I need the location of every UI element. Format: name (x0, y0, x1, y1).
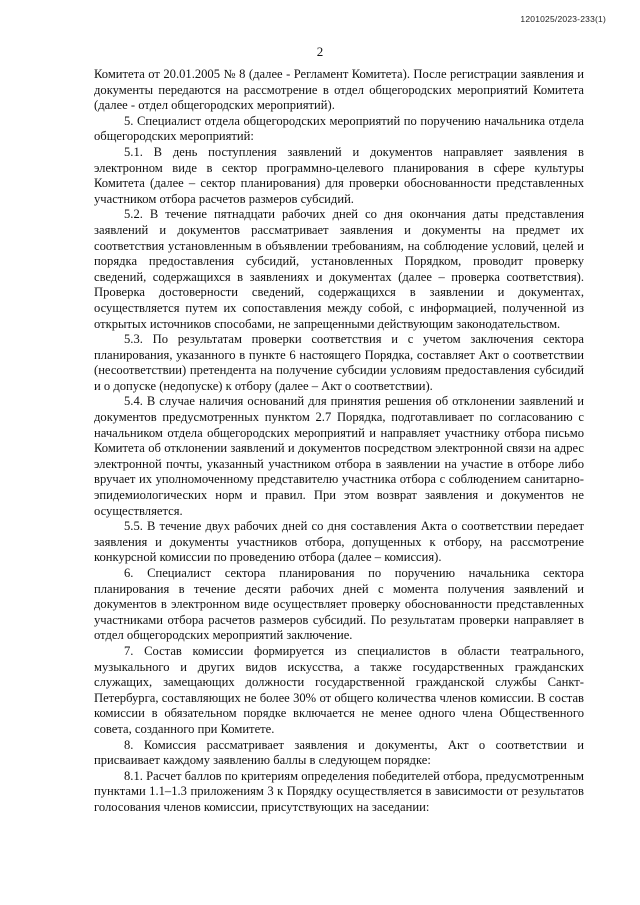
paragraph-item-5-2: 5.2. В течение пятнадцати рабочих дней со дня окончания даты представления заявлений и документов рассматривает заявления и документы на предмет их соответствия установленным в объявлении требованиям, на соблюдение условий, целей и порядка предоставления субсидий, установленных Порядком, проводит проверку сведений, содержащихся в заявлениях и документах (далее – проверка соответствия). Проверка достоверности сведений, содержащихся в заявлении и документах, осуществляется путем их сопоставления между собой, с информацией, полученной из открытых источников способами, не запрещенными действующим законодательством. (94, 207, 584, 331)
paragraph-item-5-1: 5.1. В день поступления заявлений и документов направляет заявления в электронном виде в сектор программно-целевого планирования в сфере культуры Комитета (далее – сектор планирования) для проверки обоснованности представленных участником отбора расчетов размеров субсидий. (94, 144, 584, 206)
paragraph-item-6: 6. Специалист сектора планирования по поручению начальника сектора планирования в течение десяти рабочих дней с момента получения заявлений и документов в электронном виде осуществляет проверку обоснованности представленных участниками отбора расчетов размеров субсидий. По результатам проверки направляет в отдел общегородских мероприятий заключение. (94, 566, 584, 643)
document-body (94, 67, 584, 816)
paragraph-item-7: 7. Состав комиссии формируется из специалистов в области театрального, музыкального и других видов искусства, а также государственных гражданских служащих, замещающих должности государственной гражданской службы Санкт-Петербурга, составляющих не более 30% от общего количества членов комиссии. В состав комиссии в обязательном порядке включается не менее одного члена Общественного совета, созданного при Комитете. (94, 643, 584, 736)
paragraph-item-5-4: 5.4. В случае наличия оснований для принятия решения об отклонении заявлений и документов предусмотренных пунктом 2.7 Порядка, подготавливает по согласованию с начальником отдела общегородских мероприятий и направляет участнику отбора письмо Комитета об отклонении заявлений и документов посредством электронной связи на адрес электронной почты, указанный участником отбора в заявлении на участие в отборе либо вручает их уполномоченному представителю участника отбора с соблюдением санитарно-эпидемиологических норм и правил. При этом возврат заявления и документов не осуществляется. (94, 394, 584, 518)
paragraph-item-8-1: 8.1. Расчет баллов по критериям определения победителей отбора, предусмотренным пунктами 1.1–1.3 приложениям 3 к Порядку осуществляется в зависимости от результатов голосования членов комиссии, присутствующих на заседании: (94, 768, 584, 814)
document-reference-number: 1201025/2023-233(1) (520, 14, 606, 24)
paragraph-item-5-3: 5.3. По результатам проверки соответствия и с учетом заключения сектора планирования, указанного в пункте 6 настоящего Порядка, составляет Акт о соответствии (несоответствии) претендента на получение субсидии условиям предоставления субсидий и о допуске (недопуске) к отбору (далее – Акт о соответствии). (94, 332, 584, 393)
paragraph-item-5-5: 5.5. В течение двух рабочих дней со дня составления Акта о соответствии передает заявления и документы участников отбора, допущенных к отбору, на рассмотрение конкурсной комиссии по проведению отбора (далее – комиссия). (94, 519, 584, 565)
paragraph-item-5: 5. Специалист отдела общегородских мероприятий по поручению начальника отдела общегородских мероприятий: (94, 113, 584, 144)
paragraph-item-8: 8. Комиссия рассматривает заявления и документы, Акт о соответствии и присваивает каждому заявлению баллы в следующем порядке: (94, 737, 584, 768)
paragraph-continuation: Комитета от 20.01.2005 № 8 (далее - Регламент Комитета). После регистрации заявления и документы передаются на рассмотрение в отдел общегородских мероприятий Комитета (далее - отдел общегородских мероприятий). (94, 67, 584, 113)
page-number: 2 (316, 44, 324, 59)
